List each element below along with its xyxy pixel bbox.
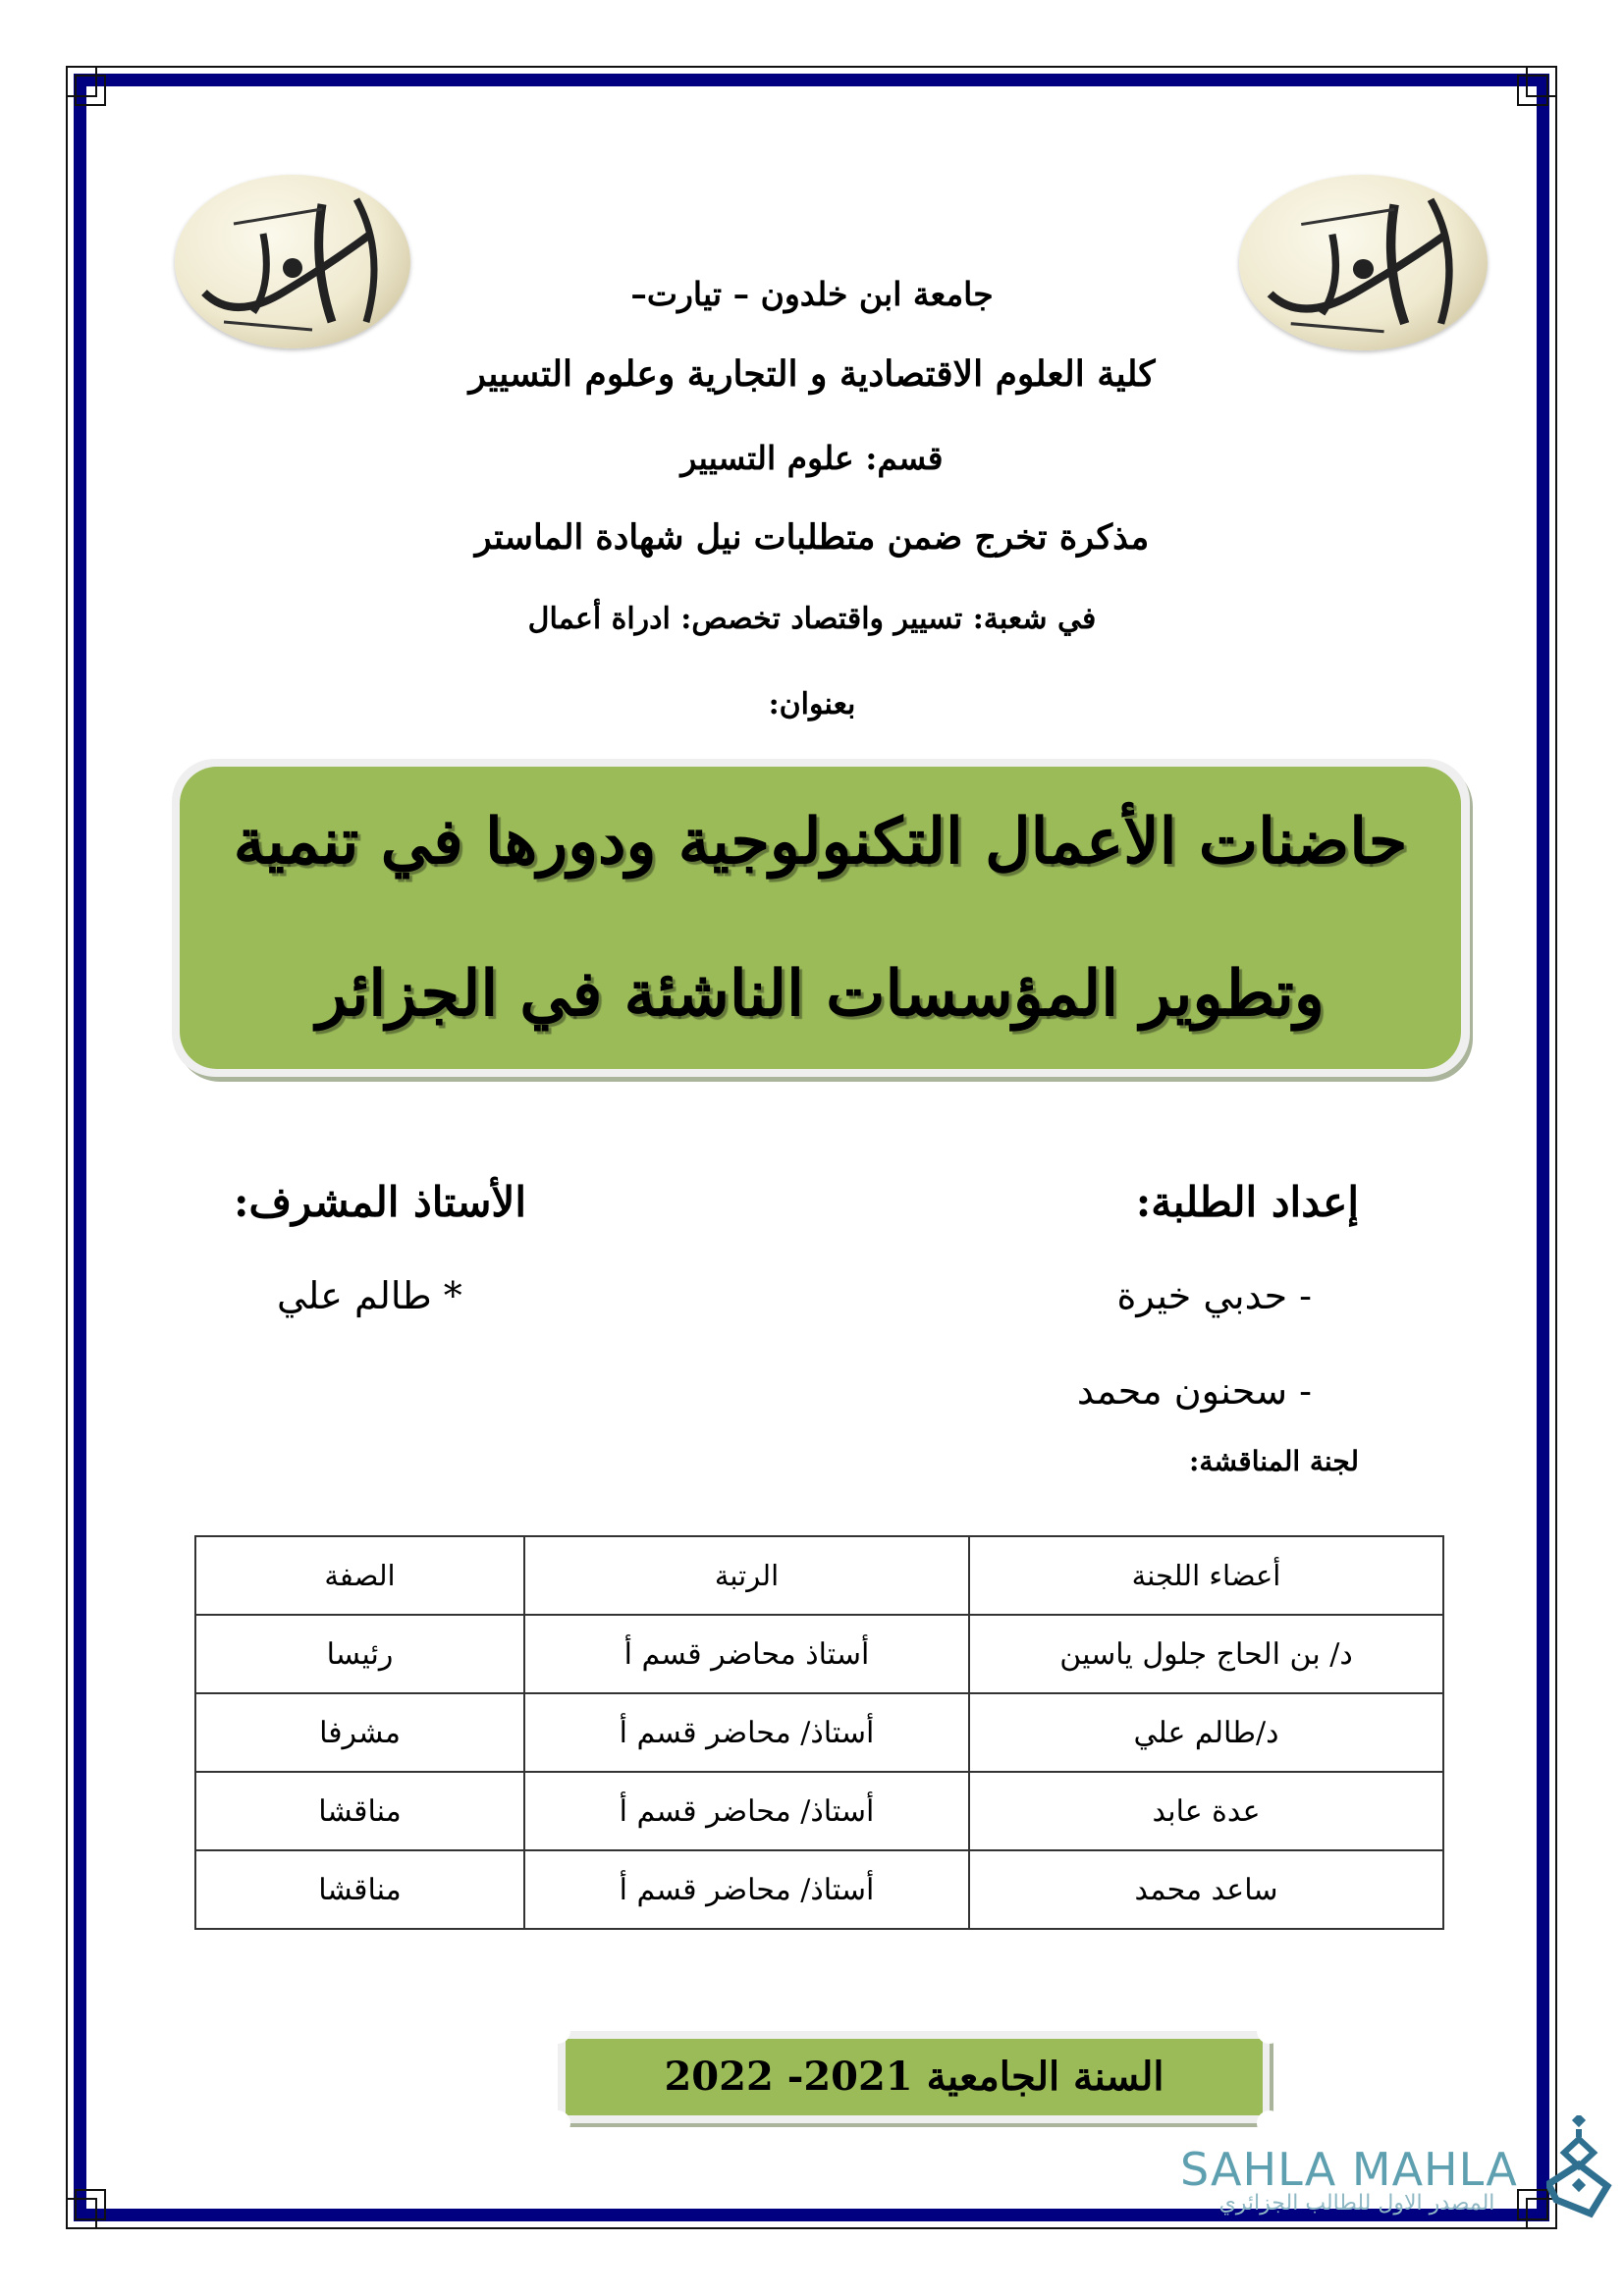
faculty-name: كلية العلوم الاقتصادية و التجارية وعلوم التسيير <box>468 353 1156 395</box>
member-name: د/ بن الحاج جلول ياسين <box>969 1615 1443 1693</box>
member-role: مناقشا <box>195 1772 524 1850</box>
watermark-tagline: المصدر الاول للطالب الجزائري <box>1218 2191 1495 2216</box>
title-label: بعنوان: <box>768 687 856 721</box>
member-rank: أستاذ/ محاضر قسم أ <box>524 1772 969 1850</box>
corner-ornament-top-right-inner <box>1517 75 1548 106</box>
student-name-2: - سحنون محمد <box>1076 1369 1312 1413</box>
academic-year: السنة الجامعية 2021- 2022 <box>664 2054 1164 2100</box>
column-header-members: أعضاء اللجنة <box>969 1536 1443 1615</box>
member-role: مشرفا <box>195 1693 524 1772</box>
thesis-title-line-2: وتطوير المؤسسات الناشئة في الجزائر <box>316 957 1325 1031</box>
university-logo-left-icon <box>175 175 410 348</box>
supervisor-name: * طالم علي <box>277 1274 462 1317</box>
department-name: قسم: علوم التسيير <box>680 439 944 477</box>
corner-ornament-bottom-left-inner <box>75 2189 106 2220</box>
supervisor-heading: الأستاذ المشرف: <box>234 1178 527 1226</box>
table-header-row <box>195 1536 1443 1615</box>
table-row <box>195 1850 1443 1929</box>
watermark-logo-icon <box>1546 2115 1615 2218</box>
table-row <box>195 1693 1443 1772</box>
committee-heading: لجنة المناقشة: <box>1188 1445 1359 1477</box>
thesis-type: مذكرة تخرج ضمن متطلبات نيل شهادة الماستر <box>474 517 1150 558</box>
member-name: عدة عابد <box>969 1772 1443 1850</box>
member-name: د/طالم علي <box>969 1693 1443 1772</box>
university-name: جامعة ابن خلدون – تيارت– <box>630 275 994 313</box>
watermark-brand: SAHLA MAHLA <box>1180 2143 1518 2196</box>
column-header-role: الصفة <box>195 1536 524 1615</box>
member-rank: أستاذ محاضر قسم أ <box>524 1615 969 1693</box>
member-rank: أستاذ/ محاضر قسم أ <box>524 1850 969 1929</box>
corner-ornament-top-left-inner <box>75 75 106 106</box>
member-role: مناقشا <box>195 1850 524 1929</box>
member-role: رئيسا <box>195 1615 524 1693</box>
committee-table <box>194 1535 1444 1930</box>
thesis-title-line-1: حاضنات الأعمال التكنولوجية ودورها في تنمية <box>233 805 1408 879</box>
student-name-1: - حدبي خيرة <box>1116 1274 1312 1317</box>
branch-specialty: في شعبة: تسيير واقتصاد تخصص: ادراة أعمال <box>527 602 1097 636</box>
university-logo-right-icon <box>1239 175 1488 350</box>
table-row <box>195 1615 1443 1693</box>
table-row <box>195 1772 1443 1850</box>
students-heading: إعداد الطلبة: <box>1135 1178 1359 1226</box>
member-name: ساعد محمد <box>969 1850 1443 1929</box>
member-rank: أستاذ/ محاضر قسم أ <box>524 1693 969 1772</box>
column-header-rank: الرتبة <box>524 1536 969 1615</box>
